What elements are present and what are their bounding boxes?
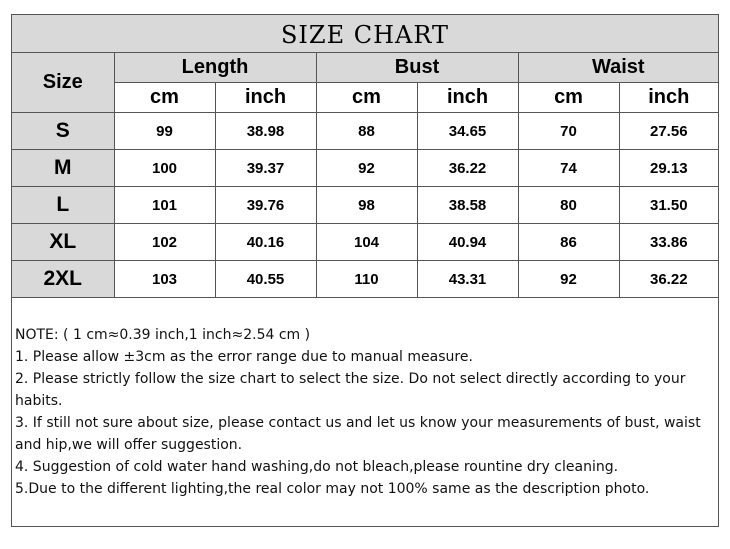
unit-header: cm <box>114 83 215 113</box>
table-cell: 36.22 <box>417 150 518 187</box>
table-cell: 88 <box>316 113 417 150</box>
table-row <box>12 150 718 187</box>
table-cell: 101 <box>114 187 215 224</box>
table-cell: 33.86 <box>619 224 718 261</box>
unit-header: inch <box>619 83 718 113</box>
size-label: M <box>12 150 114 187</box>
size-table <box>12 53 718 298</box>
unit-header: inch <box>417 83 518 113</box>
table-cell: 92 <box>316 150 417 187</box>
table-cell: 39.37 <box>215 150 316 187</box>
table-cell: 98 <box>316 187 417 224</box>
table-cell: 27.56 <box>619 113 718 150</box>
table-cell: 100 <box>114 150 215 187</box>
table-cell: 102 <box>114 224 215 261</box>
table-cell: 74 <box>518 150 619 187</box>
table-cell: 99 <box>114 113 215 150</box>
chart-title: SIZE CHART <box>12 15 718 53</box>
table-row <box>12 187 718 224</box>
unit-header: cm <box>316 83 417 113</box>
group-header-waist: Waist <box>518 53 718 83</box>
table-row <box>12 261 718 298</box>
table-cell: 86 <box>518 224 619 261</box>
table-row <box>12 224 718 261</box>
table-cell: 103 <box>114 261 215 298</box>
note-item: 1. Please allow ±3cm as the error range due to manual measure. <box>15 349 473 365</box>
size-column-header: Size <box>12 53 114 113</box>
table-cell: 29.13 <box>619 150 718 187</box>
size-label: 2XL <box>12 261 114 298</box>
table-cell: 104 <box>316 224 417 261</box>
table-row <box>12 113 718 150</box>
note-item: 5.Due to the different lighting,the real color may not 100% same as the description photo. <box>15 481 650 497</box>
table-cell: 40.94 <box>417 224 518 261</box>
group-header-length: Length <box>114 53 316 83</box>
table-cell: 38.58 <box>417 187 518 224</box>
size-chart-frame <box>11 14 719 527</box>
unit-header: cm <box>518 83 619 113</box>
table-cell: 40.55 <box>215 261 316 298</box>
size-label: XL <box>12 224 114 261</box>
note-conversion: NOTE: ( 1 cm≈0.39 inch,1 inch≈2.54 cm ) <box>15 327 311 343</box>
table-cell: 80 <box>518 187 619 224</box>
table-cell: 43.31 <box>417 261 518 298</box>
group-header-row <box>12 53 718 83</box>
table-cell: 38.98 <box>215 113 316 150</box>
unit-header: inch <box>215 83 316 113</box>
group-header-bust: Bust <box>316 53 518 83</box>
size-label: S <box>12 113 114 150</box>
table-cell: 92 <box>518 261 619 298</box>
size-label: L <box>12 187 114 224</box>
table-cell: 40.16 <box>215 224 316 261</box>
notes-section <box>15 324 717 500</box>
table-cell: 39.76 <box>215 187 316 224</box>
note-item: 4. Suggestion of cold water hand washing,do not bleach,please rountine dry cleaning. <box>15 459 619 475</box>
unit-header-row <box>12 83 718 113</box>
table-cell: 36.22 <box>619 261 718 298</box>
table-cell: 31.50 <box>619 187 718 224</box>
table-cell: 110 <box>316 261 417 298</box>
table-cell: 34.65 <box>417 113 518 150</box>
note-item: 2. Please strictly follow the size chart to select the size. Do not select directly according to your habits. <box>15 371 686 409</box>
note-item: 3. If still not sure about size, please contact us and let us know your measurements of bust, waist and hip,we will offer suggestion. <box>15 415 701 453</box>
table-cell: 70 <box>518 113 619 150</box>
